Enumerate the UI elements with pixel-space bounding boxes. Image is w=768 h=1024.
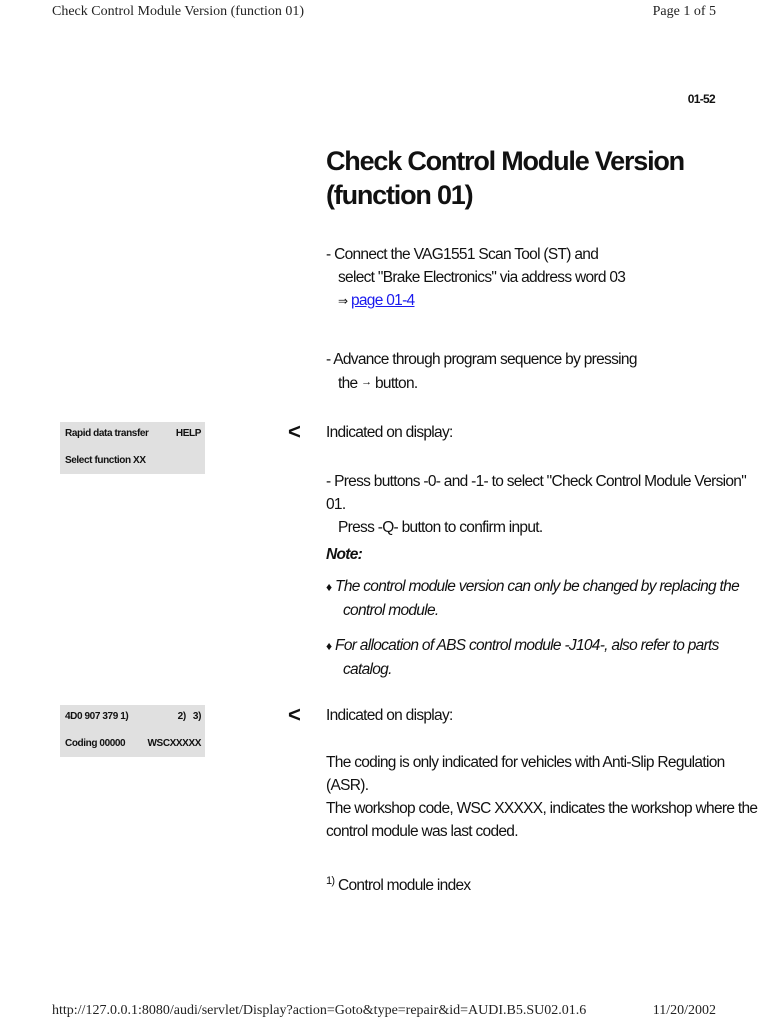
coding-paragraph: The coding is only indicated for vehicles with Anti-Slip Regulation (ASR). bbox=[326, 754, 725, 794]
step-select: - Press buttons -0- and -1- to select "Check Control Module Version" 01. Press -Q- button to confirm input. bbox=[326, 470, 768, 539]
step1-line1: Connect the VAG1551 Scan Tool (ST) and bbox=[334, 246, 599, 263]
display-text: WSCXXXXX bbox=[147, 738, 201, 749]
arrow-right-icon: ⇒ bbox=[338, 294, 348, 308]
step2-text: button. bbox=[374, 375, 418, 392]
display-text: 3) bbox=[192, 711, 201, 722]
step-advance: - Advance through program sequence by pressing the → button. bbox=[326, 351, 637, 392]
page-link[interactable]: page 01-4 bbox=[350, 292, 415, 309]
step3-line1: Press buttons -0- and -1- to select "Check Control Module Version" 01. bbox=[326, 473, 747, 513]
display-box-1 bbox=[60, 422, 205, 474]
bullet-icon: ♦ bbox=[326, 639, 332, 653]
para-line: The workshop code, WSC XXXXX, indicates the workshop where the bbox=[326, 800, 758, 817]
note-text: The control module version can only be changed by replacing the bbox=[335, 578, 740, 595]
page-title bbox=[326, 144, 684, 212]
arrow-icon: → bbox=[361, 376, 372, 388]
display-text: 2) bbox=[177, 711, 186, 722]
step-connect: - Connect the VAG1551 Scan Tool (ST) and select "Brake Electronics" via address word 03 ⇒ page 01-4 bbox=[326, 246, 626, 309]
display-text: Rapid data transfer bbox=[65, 428, 149, 439]
note-text: For allocation of ABS control module -J104-, also refer to parts bbox=[335, 637, 719, 654]
note-text: control module. bbox=[343, 602, 439, 619]
display-box-2 bbox=[60, 705, 205, 757]
page-code: 01-52 bbox=[687, 92, 715, 106]
note-text: catalog. bbox=[343, 661, 392, 678]
footer-date: 11/20/2002 bbox=[652, 1003, 716, 1018]
bullet-icon: ♦ bbox=[326, 580, 332, 594]
step2-line1: Advance through program sequence by pressing bbox=[333, 351, 637, 368]
header-title: Check Control Module Version (function 01) bbox=[52, 4, 305, 19]
para-line: control module was last coded. bbox=[326, 823, 518, 840]
pointer-icon: < bbox=[288, 419, 301, 444]
step1-line2: select "Brake Electronics" via address word 03 bbox=[338, 269, 626, 286]
title-line-1: Check Control Module Version bbox=[326, 146, 684, 176]
footnote-marker: 1) bbox=[326, 875, 335, 887]
step2-text: the bbox=[338, 375, 358, 392]
display-text: Coding 00000 bbox=[65, 738, 126, 749]
note-item bbox=[326, 575, 739, 622]
step3-line2: Press -Q- button to confirm input. bbox=[338, 519, 543, 536]
note-heading: Note: bbox=[326, 546, 363, 563]
display-caption: Indicated on display: bbox=[326, 424, 453, 441]
workshop-paragraph bbox=[326, 797, 757, 843]
pointer-icon: < bbox=[288, 702, 301, 727]
footer-url: http://127.0.0.1:8080/audi/servlet/Display?action=Goto&type=repair&id=AUDI.B5.SU02.01.6 bbox=[52, 1003, 587, 1018]
display-text: Select function XX bbox=[65, 455, 146, 466]
display-text: 4D0 907 379 1) bbox=[65, 711, 129, 722]
footnote-text: Control module index bbox=[338, 877, 471, 895]
title-line-2: (function 01) bbox=[326, 180, 473, 210]
note-item bbox=[326, 634, 719, 681]
display-text: HELP bbox=[175, 428, 201, 439]
display-caption: Indicated on display: bbox=[326, 707, 453, 724]
page-number: Page 1 of 5 bbox=[652, 4, 716, 19]
footnote bbox=[326, 870, 470, 897]
